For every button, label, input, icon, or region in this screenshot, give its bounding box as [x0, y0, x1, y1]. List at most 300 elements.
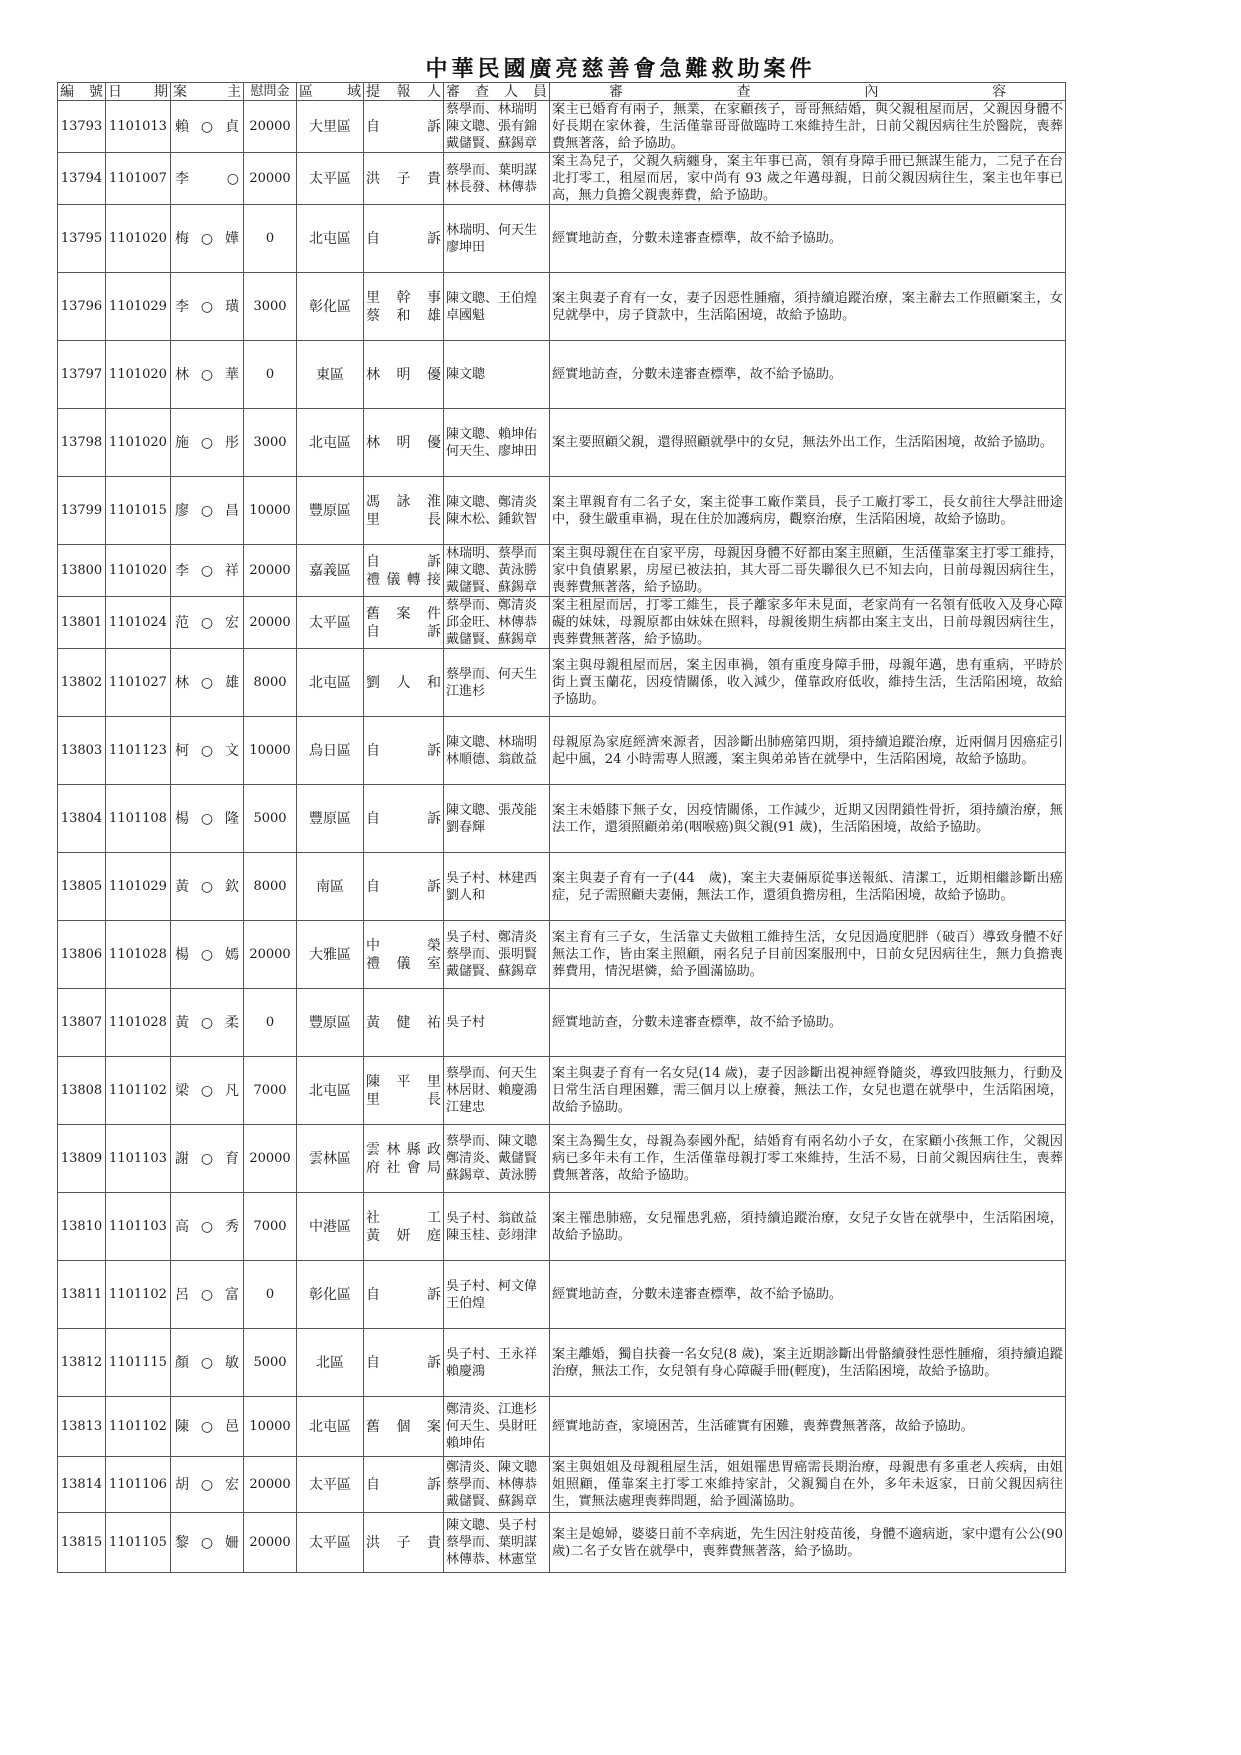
- reviewer-line: 林傳恭、林憲堂: [446, 1552, 538, 1567]
- applicant-name-char: 梁: [175, 1082, 189, 1099]
- case-date: 1101015: [106, 477, 171, 545]
- applicant-name-char: 彤: [225, 434, 239, 451]
- case-date: 1101106: [106, 1457, 171, 1513]
- reporter-char: 子: [396, 1534, 411, 1551]
- relief-amount: 20000: [244, 101, 297, 153]
- reviewer-line: 劉人和: [446, 887, 486, 903]
- review-content-text: 案主為兒子，父親久病纏身，案主年事已高，領有身障手冊已無謀生能力，二兒子在台北打零工，租屋而居，家中尚有 93 歲之年邁母親，日前父親因病往生，案主也年事已高，無力負擔父親喪葬費，給予協助。: [552, 154, 1063, 203]
- relief-amount: 20000: [244, 921, 297, 989]
- reporter-char: 妍: [396, 1227, 411, 1244]
- relief-amount: 20000: [244, 1457, 297, 1513]
- applicant-name-char: ○: [200, 1082, 214, 1099]
- applicant-name: [171, 921, 244, 989]
- reporter: [364, 1057, 444, 1125]
- applicant-name: [171, 649, 244, 717]
- review-content-text: 案主與妻子育有一名女兒(14 歲)，妻子因診斷出視神經脊隨炎，導致四肢無力，行動及日常生活自理困難，需三個月以上療養，無法工作，女兒也還在就學中，生活陷困境，故給予協助。: [552, 1066, 1063, 1115]
- review-content: [550, 545, 1066, 597]
- reporter-char: 案: [427, 1418, 441, 1435]
- reviewer-line: 劉春輝: [446, 819, 486, 835]
- reviewers: [444, 101, 550, 153]
- reviewer-line: 戴儲賢、蘇錫章: [446, 964, 538, 979]
- review-content-text: 案主與妻子育有一女，妻子因惡性腫瘤，須持續追蹤治療，案主辭去工作照顧案主，女兒就學中，房子貸款中，生活陷困境，故給予協助。: [552, 290, 1063, 323]
- case-number: 13802: [58, 649, 106, 717]
- applicant-name-char: ○: [200, 1534, 214, 1551]
- review-content-text: 經實地訪查，分數未達審查標準，故不給予協助。: [552, 367, 843, 382]
- reporter: [364, 101, 444, 153]
- applicant-name-char: 昌: [225, 502, 239, 519]
- table-row: [58, 341, 1066, 409]
- area: 北屯區: [297, 409, 364, 477]
- reviewer-line: 陳文聰、林瑞明: [446, 734, 538, 750]
- reporter: [364, 205, 444, 273]
- reviewers: [444, 545, 550, 597]
- relief-amount: 7000: [244, 1057, 297, 1125]
- area: 雲林區: [297, 1125, 364, 1193]
- case-number: 13800: [58, 545, 106, 597]
- reviewers: [444, 205, 550, 273]
- reporter: [364, 649, 444, 717]
- applicant-name-char: ○: [200, 878, 214, 895]
- reporter-line: [366, 1141, 441, 1159]
- reviewer-line: 陳文聰: [446, 367, 486, 382]
- reviewer-line: 戴儲賢、蘇錫章: [446, 1494, 538, 1509]
- table-header-row: [58, 83, 1066, 101]
- review-content-text: 案主為獨生女，母親為泰國外配，結婚育有兩名幼小子女，在家顧小孩無工作，父親因病已多年未有工作，生活僅靠母親打零工來維持，生活不易，日前父親因病往生，喪葬費無著落，故給予協助。: [552, 1134, 1063, 1183]
- review-content-text: 案主要照顧父親，還得照顧就學中的女兒，無法外出工作，生活陷困境，故給予協助。: [552, 435, 1054, 450]
- reporter-char: 舊: [366, 1418, 380, 1435]
- area: 豐原區: [297, 477, 364, 545]
- table-row: [58, 1513, 1066, 1573]
- case-number: 13807: [58, 989, 106, 1057]
- reporter-line: [366, 1014, 441, 1032]
- reporter: [364, 1329, 444, 1397]
- reviewer-line: 蔡學而、葉明謀: [446, 1535, 538, 1550]
- applicant-name-char: 高: [175, 1218, 189, 1235]
- reporter-char: 訴: [427, 742, 441, 759]
- reporter-char: 自: [366, 230, 380, 247]
- reporter-line: [366, 366, 441, 384]
- reviewer-line: 戴儲賢、蘇錫章: [446, 632, 538, 647]
- area: 東區: [297, 341, 364, 409]
- reviewer-line: 賴坤佑: [446, 1436, 486, 1451]
- case-number: 13796: [58, 273, 106, 341]
- applicant-name-char: ○: [200, 742, 214, 759]
- applicant-name-char: 胡: [175, 1476, 189, 1493]
- applicant-name: [171, 1057, 244, 1125]
- applicant-name: [171, 477, 244, 545]
- relief-amount: 5000: [244, 1329, 297, 1397]
- reviewers: [444, 409, 550, 477]
- table-row: [58, 1057, 1066, 1125]
- reporter-char: 長: [427, 511, 441, 528]
- applicant-name-char: ○: [200, 1218, 214, 1235]
- reviewer-line: 蔡學而、陳文聰: [446, 1134, 538, 1149]
- review-content: [550, 1329, 1066, 1397]
- reporter-char: 訴: [427, 118, 441, 135]
- applicant-name-char: 梅: [175, 230, 189, 247]
- reporter: [364, 273, 444, 341]
- reporter-char: 林: [366, 366, 380, 383]
- reporter-char: 明: [396, 434, 411, 451]
- reporter-char: 儀: [396, 955, 411, 972]
- reporter-char: 自: [366, 118, 380, 135]
- header-amount: 慰問金: [244, 83, 297, 101]
- area: 大里區: [297, 101, 364, 153]
- reporter-char: 陳: [366, 1073, 380, 1090]
- reviewers: [444, 1057, 550, 1125]
- reporter-char: 自: [366, 1476, 380, 1493]
- reviewer-line: 林長發、林傳恭: [446, 179, 538, 195]
- reporter-char: 里: [366, 511, 380, 528]
- applicant-name: [171, 101, 244, 153]
- reporter: [364, 597, 444, 649]
- reporter-char: 詠: [396, 493, 411, 510]
- applicant-name-char: ○: [200, 674, 214, 691]
- applicant-name-char: 嬅: [225, 230, 239, 247]
- review-content: [550, 989, 1066, 1057]
- reviewers: [444, 153, 550, 205]
- review-content: [550, 341, 1066, 409]
- reviewers: [444, 649, 550, 717]
- reporter-char: 府: [366, 1159, 380, 1176]
- review-content-text: 母親原為家庭經濟來源者，因診斷出肺癌第四期，須持續追蹤治療，近兩個月因癌症引起中風，24 小時需專人照護，案主與弟弟皆在就學中，生活陷困境，故給予協助。: [552, 734, 1063, 767]
- reviewers: [444, 477, 550, 545]
- applicant-name: [171, 341, 244, 409]
- relief-amount: 10000: [244, 1397, 297, 1457]
- relief-amount: 0: [244, 341, 297, 409]
- area: 北區: [297, 1329, 364, 1397]
- reporter-char: 淮: [427, 493, 441, 510]
- review-content: [550, 1261, 1066, 1329]
- review-content-text: 案主單親育有二名子女，案主從事工廠作業員，長子工廠打零工，長女前往大學註冊途中，發生嚴重車禍，現在住於加護病房，觀察治療，生活陷困境，故給予協助。: [552, 494, 1063, 527]
- reporter-char: 自: [366, 553, 380, 570]
- table-row: [58, 717, 1066, 785]
- case-number: 13798: [58, 409, 106, 477]
- reporter-char: 訴: [427, 623, 441, 640]
- reviewer-line: 林居財、賴慶鴻: [446, 1083, 538, 1098]
- review-content: [550, 1057, 1066, 1125]
- reporter-char: 庭: [427, 1227, 441, 1244]
- applicant-name-char: ○: [200, 434, 214, 451]
- applicant-name: [171, 597, 244, 649]
- review-content-text: 案主與姐姐及母親租屋生活，姐姐罹患胃癌需長期治療，母親患有多重老人疾病，由姐姐照顧，僅靠案主打零工來維持家計，父親獨自在外，多年未返家，日前父親因病往生，實無法處理喪葬問題，給予圓滿協助。: [552, 1460, 1063, 1509]
- reporter-char: 祐: [427, 1014, 441, 1031]
- reviewer-line: 戴儲賢、蘇錫章: [446, 136, 538, 151]
- area: 北屯區: [297, 1397, 364, 1457]
- applicant-name: [171, 717, 244, 785]
- reporter: [364, 477, 444, 545]
- table-row: [58, 1261, 1066, 1329]
- applicant-name-char: 貞: [225, 118, 239, 135]
- applicant-name-char: 柔: [225, 1014, 239, 1031]
- reviewer-line: 吳子村: [446, 1015, 486, 1030]
- table-row: [58, 1457, 1066, 1513]
- reviewer-line: 吳子村、林建西: [446, 870, 538, 886]
- reporter-char: 事: [427, 289, 441, 306]
- applicant-name: [171, 1329, 244, 1397]
- reporter-char: 禮: [366, 955, 380, 972]
- area: 南區: [297, 853, 364, 921]
- relief-amount: 3000: [244, 273, 297, 341]
- relief-amount: 8000: [244, 853, 297, 921]
- applicant-name-char: 黃: [175, 1014, 189, 1031]
- applicant-name-char: ○: [200, 366, 214, 383]
- review-content: [550, 1457, 1066, 1513]
- case-date: 1101103: [106, 1125, 171, 1193]
- reviewer-line: 何天生、吳財旺: [446, 1419, 538, 1434]
- reporter-line: [366, 1227, 441, 1245]
- area: 北屯區: [297, 1057, 364, 1125]
- reporter-line: [366, 571, 441, 589]
- reporter-char: 健: [396, 1014, 411, 1031]
- reporter-line: [366, 1286, 441, 1304]
- reviewer-line: 吳子村、柯文偉: [446, 1278, 538, 1294]
- applicant-name-char: 欽: [225, 878, 239, 895]
- review-content: [550, 1513, 1066, 1573]
- reviewer-line: 陳文聰、賴坤佑: [446, 426, 538, 442]
- relief-amount: 0: [244, 1261, 297, 1329]
- reviewers: [444, 597, 550, 649]
- review-content: [550, 205, 1066, 273]
- case-date: 1101102: [106, 1261, 171, 1329]
- relief-amount: 0: [244, 205, 297, 273]
- applicant-name-char: ○: [200, 230, 214, 247]
- reporter: [364, 1513, 444, 1573]
- reporter-char: 訴: [427, 878, 441, 895]
- area: 彰化區: [297, 273, 364, 341]
- case-number: 13813: [58, 1397, 106, 1457]
- reporter: [364, 717, 444, 785]
- reporter-line: [366, 878, 441, 896]
- area: 太平區: [297, 597, 364, 649]
- reviewer-line: 蔡學而、林瑞明: [446, 102, 538, 117]
- review-content-text: 經實地訪查，分數未達審查標準，故不給予協助。: [552, 231, 843, 246]
- reporter-char: 社: [366, 1209, 380, 1226]
- reporter-char: 黃: [366, 1014, 380, 1031]
- case-number: 13799: [58, 477, 106, 545]
- review-content: [550, 717, 1066, 785]
- reporter-char: 自: [366, 878, 380, 895]
- reporter-char: 自: [366, 623, 380, 640]
- applicant-name: [171, 1513, 244, 1573]
- case-date: 1101115: [106, 1329, 171, 1397]
- reporter-char: 里: [366, 1091, 380, 1108]
- applicant-name-char: 雄: [225, 674, 239, 691]
- reporter: [364, 1193, 444, 1261]
- reporter-char: 訴: [427, 1354, 441, 1371]
- reporter-line: [366, 434, 441, 452]
- header-area: 區 域: [297, 83, 364, 101]
- applicant-name: [171, 153, 244, 205]
- applicant-name-char: 宏: [225, 614, 239, 631]
- reviewer-line: 戴儲賢、蘇錫章: [446, 580, 538, 595]
- case-number: 13814: [58, 1457, 106, 1513]
- applicant-name-char: 楊: [175, 810, 189, 827]
- reviewers: [444, 341, 550, 409]
- case-date: 1101108: [106, 785, 171, 853]
- header-content: 審 查 內 容: [550, 83, 1066, 101]
- reporter: [364, 921, 444, 989]
- reporter-char: 洪: [366, 170, 380, 187]
- case-number: 13805: [58, 853, 106, 921]
- reviewer-line: 蔡學而、張明賢: [446, 947, 538, 962]
- header-applicant: 案 主: [171, 83, 244, 101]
- reviewer-line: 陳木松、鍾欽智: [446, 511, 538, 527]
- review-content-text: 案主已婚育有兩子，無業，在家顧孩子，哥哥無結婚，與父親租屋而居，父親因身體不好長期在家休養，生活僅靠哥哥做臨時工來維持生計，日前父親因病往生於醫院，喪葬費無著落，給予協助。: [552, 102, 1063, 151]
- review-content: [550, 649, 1066, 717]
- relief-amount: 20000: [244, 1125, 297, 1193]
- case-number: 13801: [58, 597, 106, 649]
- area: 豐原區: [297, 989, 364, 1057]
- applicant-name-char: 陳: [175, 1418, 189, 1435]
- applicant-name-char: 秀: [225, 1218, 239, 1235]
- review-content: [550, 409, 1066, 477]
- reporter-line: [366, 1418, 441, 1436]
- table-row: [58, 273, 1066, 341]
- reporter-char: 儀: [386, 571, 401, 588]
- table-row: [58, 1329, 1066, 1397]
- reporter-char: 訴: [427, 553, 441, 570]
- applicant-name: [171, 273, 244, 341]
- applicant-name-char: 楊: [175, 946, 189, 963]
- reporter-char: 里: [366, 289, 380, 306]
- table-row: [58, 1193, 1066, 1261]
- reviewer-line: 江進杉: [446, 683, 486, 699]
- reporter-char: 訴: [427, 1286, 441, 1303]
- applicant-name-char: 育: [225, 1150, 239, 1167]
- case-number: 13803: [58, 717, 106, 785]
- reporter: [364, 853, 444, 921]
- header-reviewers: 審 查 人 員: [444, 83, 550, 101]
- applicant-name-char: 林: [175, 366, 189, 383]
- reporter-char: 林: [366, 434, 380, 451]
- reporter-char: 洪: [366, 1534, 380, 1551]
- table-row: [58, 785, 1066, 853]
- applicant-name-char: 富: [225, 1286, 239, 1303]
- applicant-name-char: 顏: [175, 1354, 189, 1371]
- applicant-name-char: 李: [175, 170, 189, 187]
- reviewer-line: 鄭清炎、江進杉: [446, 1402, 538, 1417]
- applicant-name-char: ○: [200, 1476, 214, 1493]
- review-content-text: 案主離婚，獨自扶養一名女兒(8 歲)，案主近期診斷出骨骼續發性惡性腫瘤，須持續追蹤治療，無法工作，女兒領有身心障礙手冊(輕度)，生活陷困境，故給予協助。: [552, 1346, 1063, 1379]
- reporter-line: [366, 230, 441, 248]
- reviewers: [444, 1329, 550, 1397]
- applicant-name-char: 隆: [225, 810, 239, 827]
- reviewer-line: 蔡學而、林傳恭: [446, 1477, 538, 1492]
- reviewers: [444, 273, 550, 341]
- reporter: [364, 1457, 444, 1513]
- header-no: 編 號: [58, 83, 106, 101]
- review-content: [550, 273, 1066, 341]
- area: 大雅區: [297, 921, 364, 989]
- reviewers: [444, 1397, 550, 1457]
- reviewer-line: 陳文聰、吳子村: [446, 1518, 538, 1533]
- header-reporter: 提 報 人: [364, 83, 444, 101]
- reviewer-line: 廖坤田: [446, 239, 486, 255]
- reviewers: [444, 1513, 550, 1573]
- applicant-name: [171, 785, 244, 853]
- case-date: 1101103: [106, 1193, 171, 1261]
- relief-amount: 10000: [244, 477, 297, 545]
- reviewer-line: 王伯煌: [446, 1295, 486, 1311]
- reporter-char: 榮: [427, 937, 441, 954]
- area: 嘉義區: [297, 545, 364, 597]
- reviewer-line: 陳文聰、張茂能: [446, 802, 538, 818]
- relief-amount: 20000: [244, 545, 297, 597]
- reporter-line: [366, 623, 441, 641]
- area: 中港區: [297, 1193, 364, 1261]
- case-number: 13810: [58, 1193, 106, 1261]
- review-content-text: 案主未婚膝下無子女，因疫情關係，工作減少，近期又因閉鎖性骨折，須持續治療，無法工作，還須照顧弟弟(咽喉癌)與父親(91 歲)，生活陷困境，故給予協助。: [552, 802, 1063, 835]
- reporter-char: 人: [396, 674, 411, 691]
- case-number: 13797: [58, 341, 106, 409]
- review-content: [550, 921, 1066, 989]
- applicant-name-char: ○: [226, 170, 239, 187]
- reviewers: [444, 717, 550, 785]
- applicant-name-char: ○: [200, 502, 214, 519]
- reviewer-line: 卓國魁: [446, 307, 486, 323]
- reporter-line: [366, 289, 441, 307]
- reviewer-line: 陳文聰、王伯煌: [446, 290, 538, 306]
- table-row: [58, 597, 1066, 649]
- reviewers: [444, 1193, 550, 1261]
- applicant-name-char: 凡: [225, 1082, 239, 1099]
- applicant-name: [171, 1397, 244, 1457]
- reviewers: [444, 921, 550, 989]
- reporter-char: 轉: [406, 571, 421, 588]
- reviewer-line: 何天生、廖坤田: [446, 443, 538, 459]
- reporter: [364, 341, 444, 409]
- applicant-name-char: ○: [200, 1014, 214, 1031]
- reviewer-line: 陳文聰、鄭清炎: [446, 494, 538, 510]
- relief-amount: 0: [244, 989, 297, 1057]
- relief-amount: 3000: [244, 409, 297, 477]
- header-date: 日 期: [106, 83, 171, 101]
- reviewer-line: 邱金旺、林傳恭: [446, 615, 538, 630]
- case-date: 1101020: [106, 545, 171, 597]
- reporter-char: 明: [396, 366, 411, 383]
- reporter-char: 優: [427, 366, 441, 383]
- reporter-char: 貴: [427, 1534, 441, 1551]
- area: 北屯區: [297, 205, 364, 273]
- applicant-name-char: 呂: [175, 1286, 189, 1303]
- review-content: [550, 1125, 1066, 1193]
- relief-amount: 8000: [244, 649, 297, 717]
- case-date: 1101102: [106, 1057, 171, 1125]
- review-content: [550, 477, 1066, 545]
- area: 彰化區: [297, 1261, 364, 1329]
- case-number: 13812: [58, 1329, 106, 1397]
- reporter-char: 黃: [366, 1227, 380, 1244]
- reporter-line: [366, 1091, 441, 1109]
- reporter-char: 舊: [366, 605, 380, 622]
- reviewer-line: 賴慶鴻: [446, 1363, 486, 1379]
- reviewer-line: 鄭清炎、戴儲賢: [446, 1151, 538, 1166]
- case-number: 13809: [58, 1125, 106, 1193]
- reporter-char: 會: [406, 1159, 421, 1176]
- reporter: [364, 545, 444, 597]
- case-number: 13804: [58, 785, 106, 853]
- reporter-char: 室: [427, 955, 441, 972]
- table-row: [58, 921, 1066, 989]
- case-date: 1101013: [106, 101, 171, 153]
- reporter: [364, 1397, 444, 1457]
- reporter-char: 縣: [406, 1141, 421, 1158]
- table-row: [58, 1397, 1066, 1457]
- relief-amount: 10000: [244, 717, 297, 785]
- table-row: [58, 545, 1066, 597]
- case-number: 13815: [58, 1513, 106, 1573]
